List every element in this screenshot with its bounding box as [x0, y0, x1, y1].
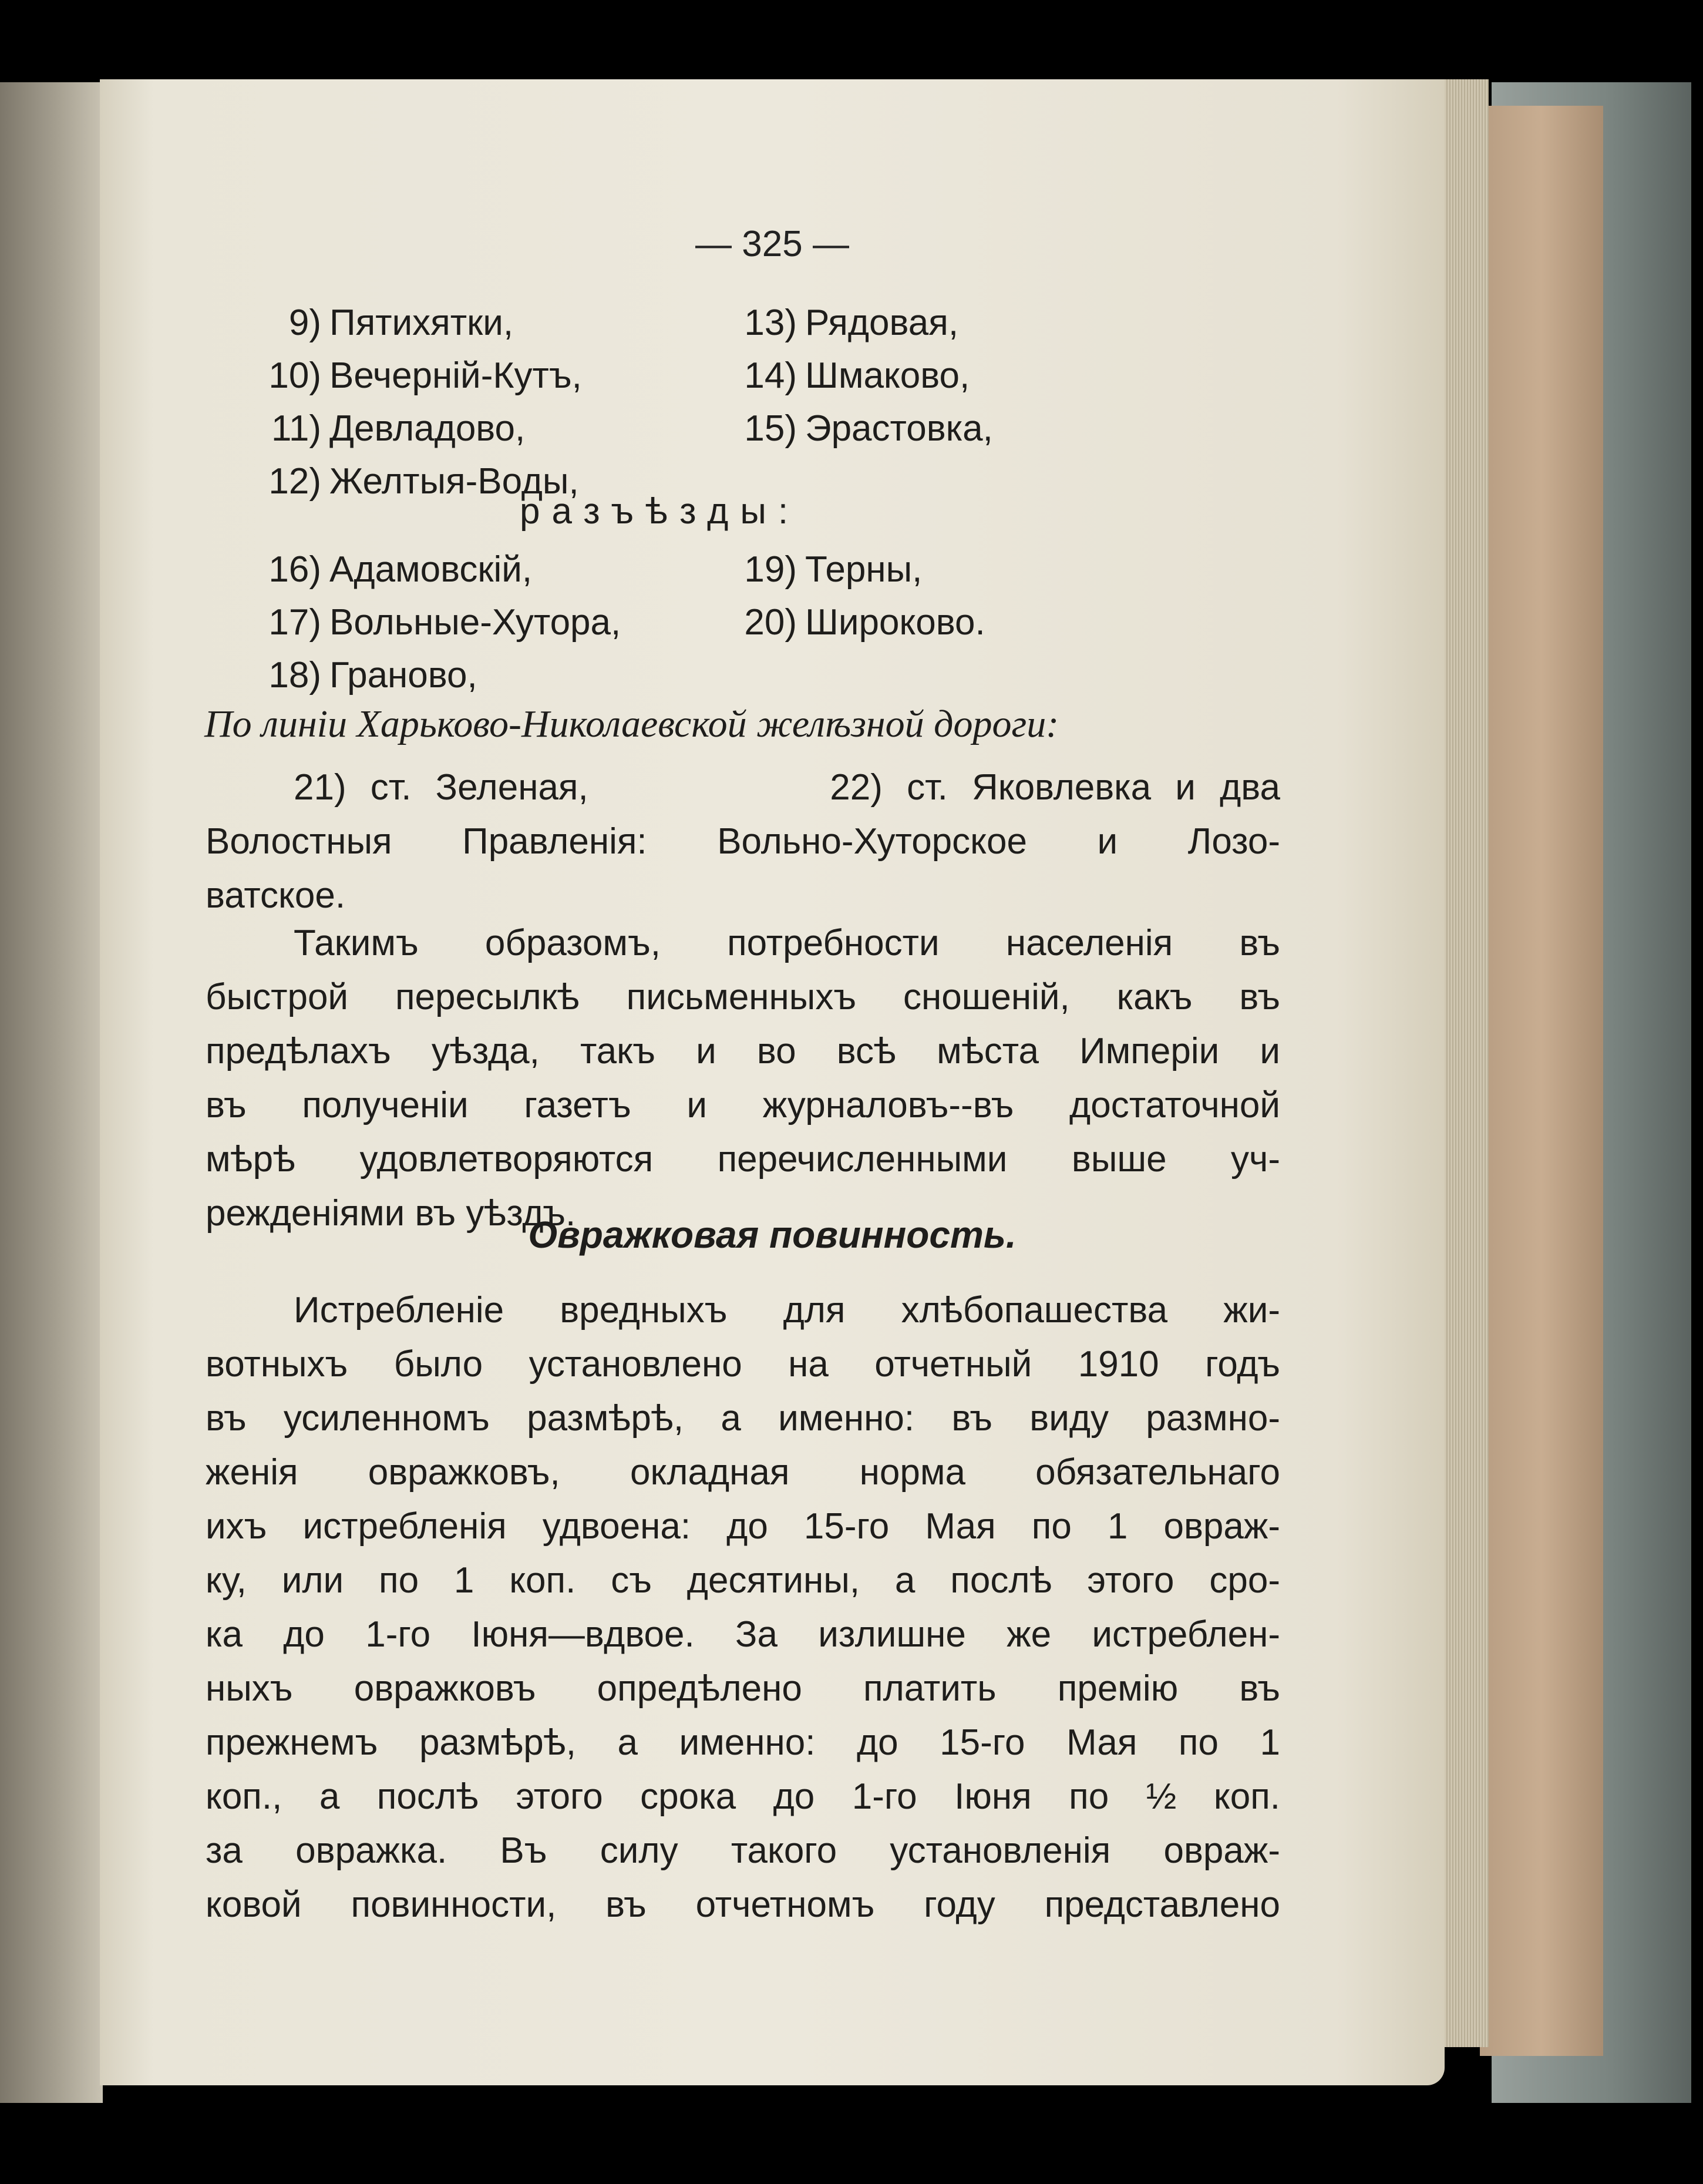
list-item: 20) Широково. — [744, 602, 985, 643]
list-item: 9) Пятихятки, — [288, 303, 514, 343]
list-item: 14) Шмаково, — [744, 355, 970, 396]
summary-paragraph: Такимъ образомъ, потребности населенія въ быстрой пересылкѣ письменныхъ сношеній, какъ въ предѣлахъ уѣзда, такъ и во всѣ мѣста Имперіи и въ полученіи газетъ и журналовъ--въ достаточной мѣрѣ удовлетворяются перечисленными выше уч- режденіями въ уѣздъ. — [206, 923, 1280, 1234]
sidings-left-column — [255, 543, 621, 702]
list-item: 17) Вольные-Хутора, — [268, 602, 621, 643]
railway-line-heading: По линіи Харьково-Николаевской желѣзной дороги: — [204, 703, 1059, 745]
book-page — [100, 79, 1445, 2085]
list-item: 16) Адамовскій, — [268, 549, 533, 590]
list-item: 13) Рядовая, — [744, 303, 959, 343]
list-item: 19) Терны, — [744, 549, 923, 590]
railway-paragraph: 21) ст. Зеленая, 22) ст. Яковлевка и два Волостныя Правленія: Вольно-Хуторское и Лозо- ватское. — [206, 767, 1280, 916]
background-top — [0, 0, 1703, 82]
section-paragraph: Истребленіе вредныхъ для хлѣбопашества жи- вотныхъ было установлено на отчетный 1910 годъ въ усиленномъ размѣрѣ, а именно: въ виду размно- женія овражковъ, окладная норма обязательнаго ихъ истребленія удвоена: до 15-го Мая по 1 овраж- ку, или по 1 коп. съ десятины, а послѣ этого сро- ка до 1-го Іюня—вдвое. За излишне же истреблен- ныхъ овражковъ опредѣлено платить премію въ прежнемъ размѣрѣ, а именно: до 15-го Мая по 1 коп., а послѣ этого срока до 1-го Іюня по ½ коп. за овражка. Въ силу такого установленія овраж- ковой повинности, въ отчетномъ году представлено — [206, 1290, 1280, 1925]
facing-page-edge — [0, 82, 103, 2103]
list-item: 11) Девладово, — [271, 408, 526, 449]
list-item: 10) Вечерній-Кутъ, — [268, 355, 582, 396]
list-item: 18) Граново, — [268, 655, 477, 695]
section-heading: Овражковая повинность. — [528, 1214, 1017, 1256]
sidings-right-column — [731, 543, 985, 649]
page-number: — 325 — — [695, 224, 849, 264]
book-cover — [1480, 106, 1603, 2056]
sidings-heading: разъѣзды: — [520, 491, 800, 532]
stations-right-column — [731, 297, 993, 455]
background-bottom — [0, 2115, 1703, 2184]
list-item: 15) Эрастовка, — [744, 408, 993, 449]
list-item: 12) Желтыя-Воды, — [268, 461, 579, 502]
stations-left-column — [255, 297, 582, 508]
